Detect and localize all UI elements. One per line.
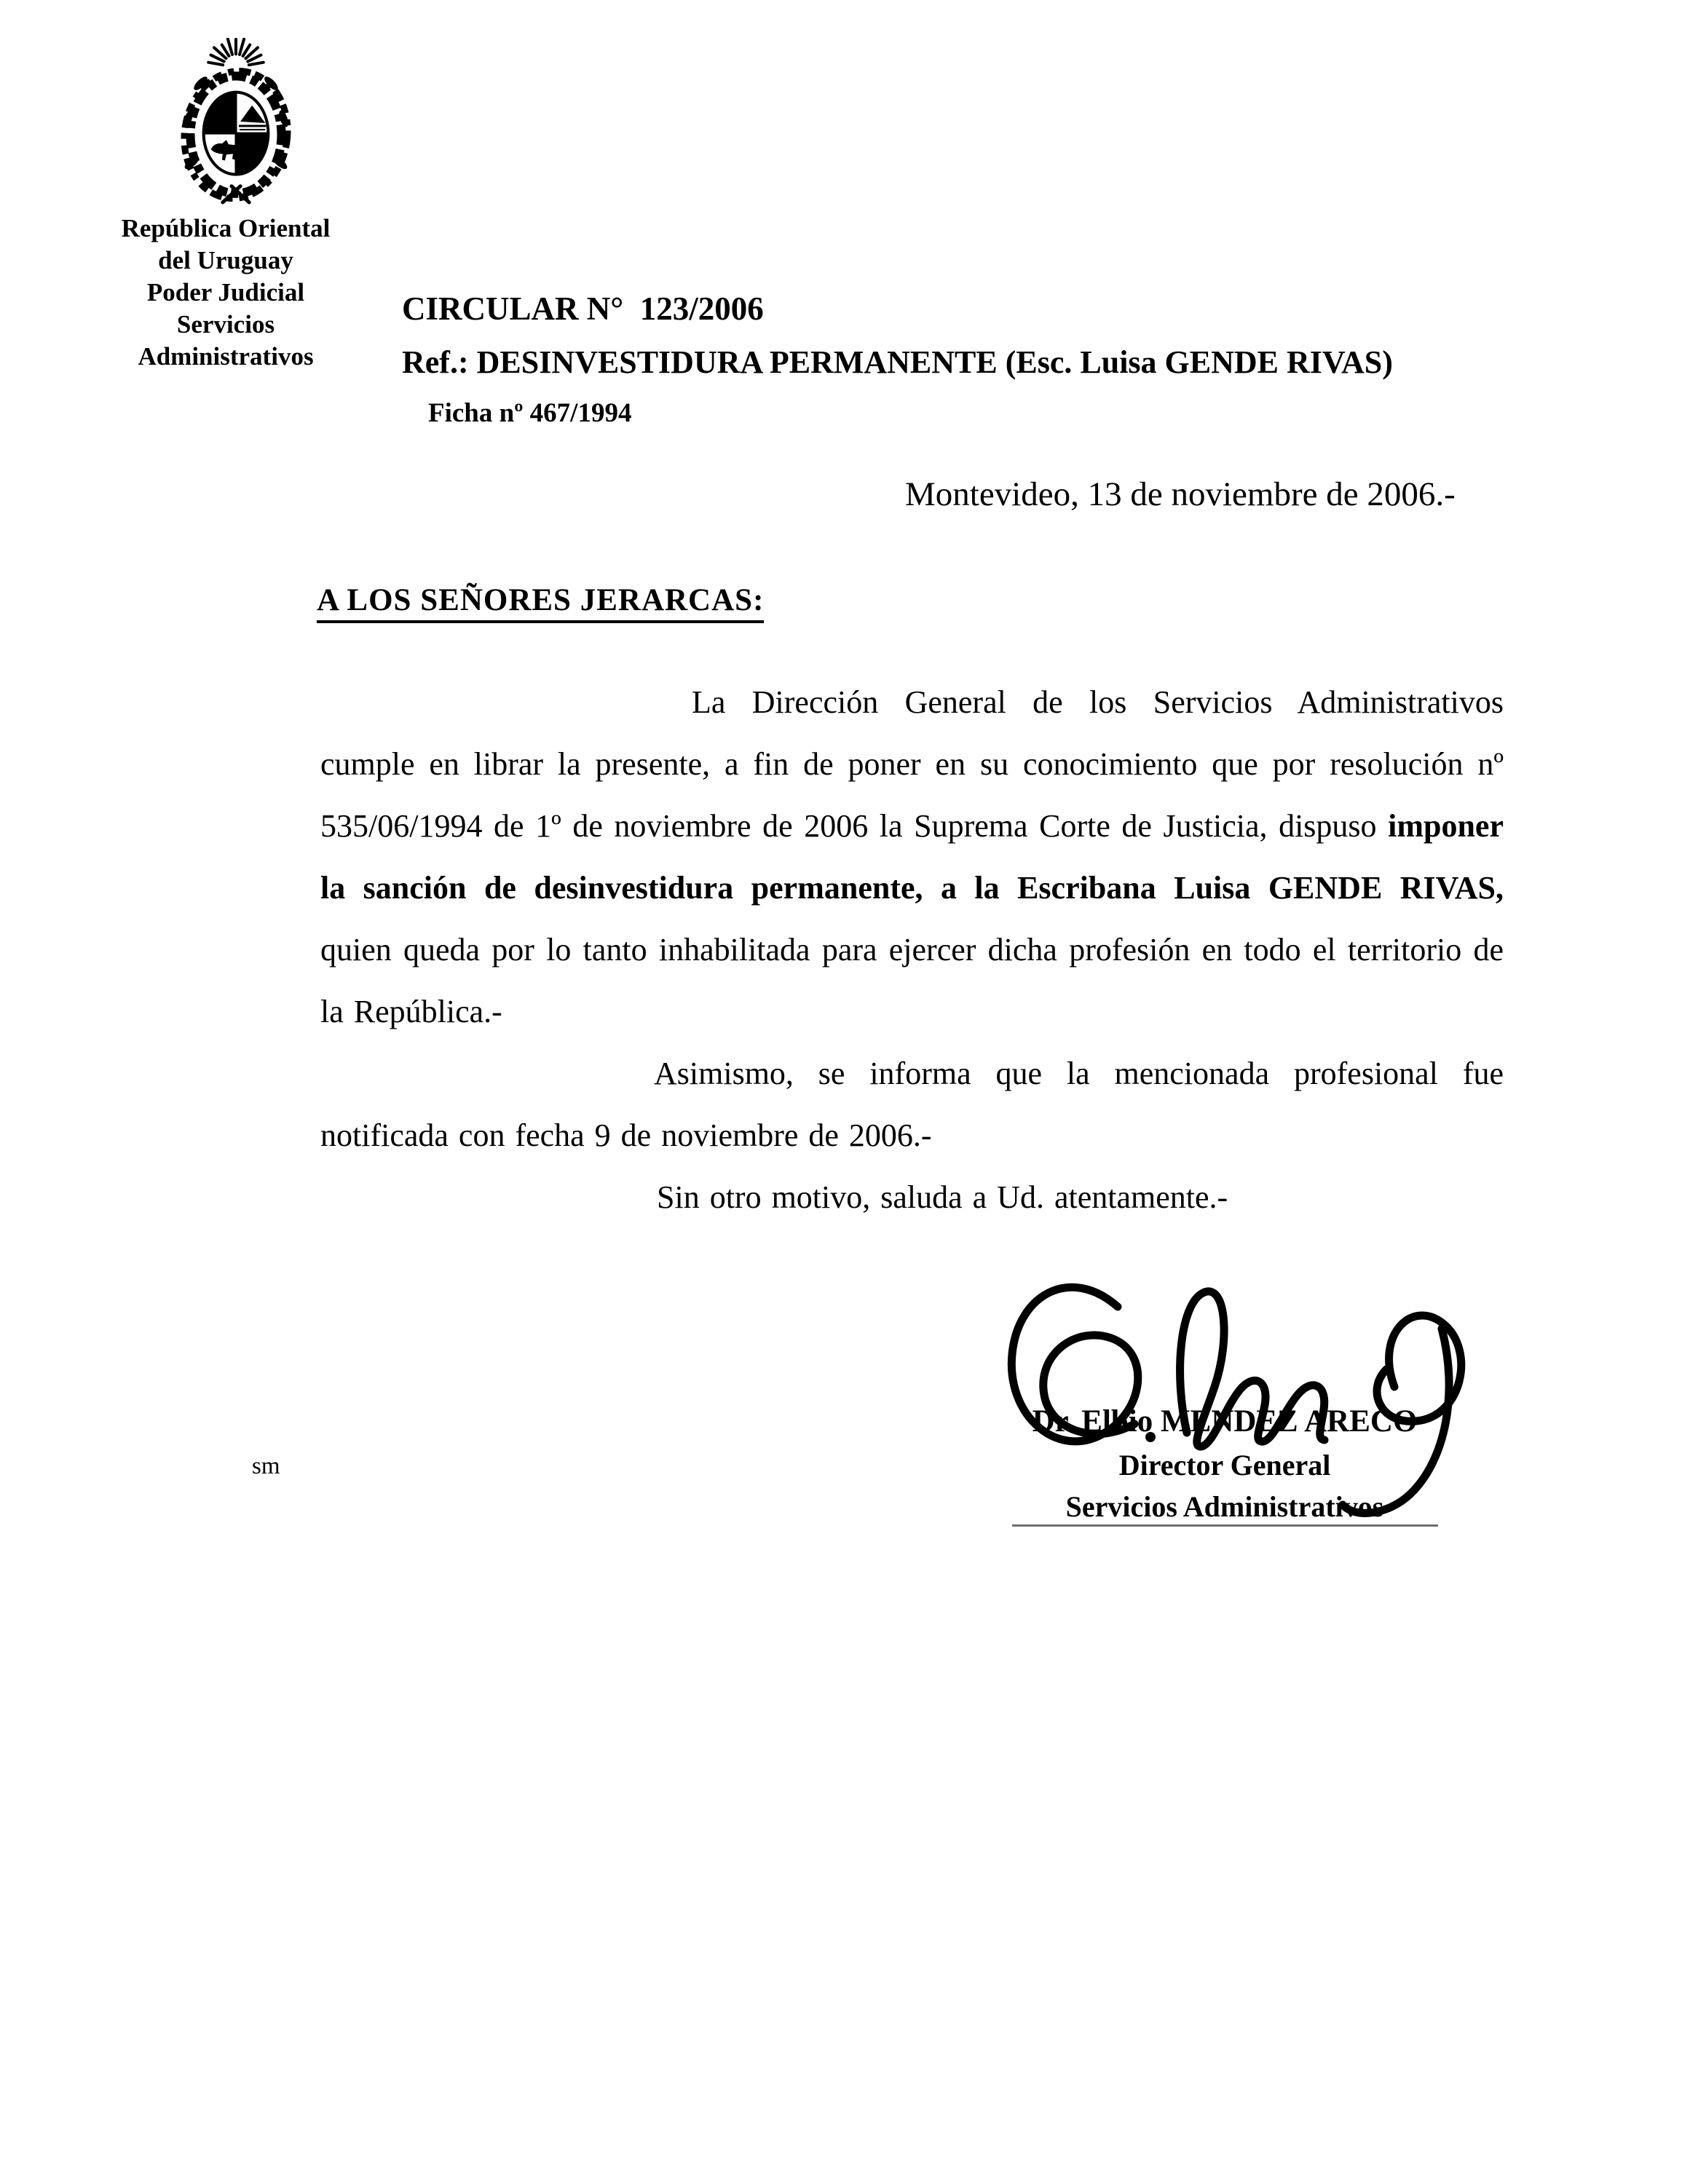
dateline: Montevideo, 13 de noviembre de 2006.- (905, 475, 1456, 513)
signatory-name: Dr. Elbio MENDEZ ARECO (1032, 1404, 1418, 1439)
signatory-block (999, 1404, 1450, 1524)
signatory-title: Director General (1118, 1449, 1331, 1481)
uruguay-coat-of-arms-icon (170, 38, 302, 207)
org-line-3: Poder Judicial (146, 278, 305, 306)
salutation: A LOS SEÑORES JERARCAS: (317, 582, 764, 623)
circular-number: CIRCULAR N° 123/2006 (402, 290, 764, 327)
org-line-1: República Oriental (121, 214, 331, 242)
paragraph1-text: La Dirección General de los Servicios Administrativos cumple en librar la presente, a fin de poner en su conocimiento que por resolución nº 535/06/1994 de 1º de noviembre de 2006 la Suprema Corte de Justicia, dispuso (320, 684, 1504, 844)
body-paragraph-1 (320, 671, 1504, 1042)
paragraph1-bold-sanction: imponer la sanción de desinvestidura permanente, a la Escribana Luisa GENDE RIVAS, (320, 808, 1504, 906)
reference-line: Ref.: DESINVESTIDURA PERMANENTE (Esc. Luisa GENDE RIVAS) (402, 344, 1393, 380)
ficha-number: Ficha nº 467/1994 (428, 398, 632, 428)
signature-rule (1012, 1524, 1438, 1527)
body-paragraph-2: Asimismo, se informa que la mencionada profesional fue notificada con fecha 9 de noviembre de 2006.- (320, 1056, 1504, 1153)
letterhead-organization (95, 213, 357, 373)
letter-body (320, 671, 1504, 1228)
org-line-4: Servicios (176, 310, 275, 339)
org-line-2: del Uruguay (158, 246, 293, 274)
paragraph1-text-end: quien queda por lo tanto inhabilitada para ejercer dicha profesión en todo el territorio de la República.- (320, 932, 1504, 1029)
typist-initials: sm (252, 1453, 280, 1479)
org-line-5: Administrativos (138, 342, 314, 371)
body-paragraph-3: Sin otro motivo, saluda a Ud. atentamente.- (657, 1179, 1228, 1215)
signatory-department: Servicios Administrativos (1065, 1490, 1384, 1523)
